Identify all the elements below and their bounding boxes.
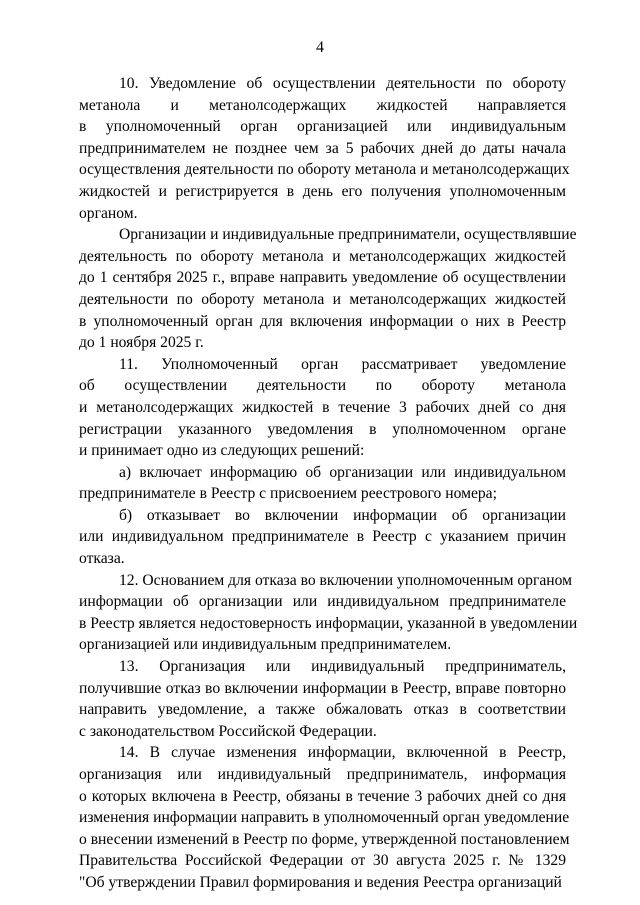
paragraph-line: деятельность по обороту метанола и метанолсодержащих жидкостей xyxy=(79,247,566,265)
paragraph xyxy=(79,73,570,224)
document-body xyxy=(79,73,578,894)
paragraph-line: жидкостей и регистрируется в день его получения уполномоченным xyxy=(79,182,566,200)
paragraph-line: о которых включена в Реестр, обязаны в течение 3 рабочих дней со дня xyxy=(79,787,566,805)
paragraph-line: 14. В случае изменения информации, включенной в Реестр, xyxy=(119,744,566,762)
paragraph xyxy=(79,570,578,656)
paragraph-line: 11. Уполномоченный орган рассматривает уведомление xyxy=(119,355,566,373)
paragraph-line: метанола и метанолсодержащих жидкостей направляется xyxy=(79,96,566,114)
paragraph-line: в Реестр является недостоверность информации, указанной в уведомлении xyxy=(79,614,578,632)
paragraph-line: отказа. xyxy=(79,550,125,568)
paragraph-line: изменения информации направить в уполномоченный орган уведомление xyxy=(79,809,570,827)
paragraph-line: а) включает информацию об организации или индивидуальном xyxy=(119,463,566,481)
paragraph-line: до 1 ноября 2025 г. xyxy=(79,334,204,352)
paragraph xyxy=(79,224,577,354)
paragraph-line: направить уведомление, а также обжаловать отказ в соответствии xyxy=(79,701,566,719)
paragraph-line: осуществления деятельности по обороту метанола и метанолсодержащих xyxy=(79,161,570,179)
paragraph-line: Организации и индивидуальные предприниматели, осуществлявшие xyxy=(119,226,577,244)
paragraph-line: б) отказывает во включении информации об организации xyxy=(119,506,566,524)
paragraph-line: организацией или индивидуальным предпринимателем. xyxy=(79,636,452,654)
paragraph-line: организация или индивидуальный предприниматель, информация xyxy=(79,766,566,783)
paragraph-line: 13. Организация или индивидуальный предприниматель, xyxy=(119,658,566,676)
paragraph-line: органом. xyxy=(79,204,138,222)
paragraph-line: о внесении изменений в Реестр по форме, утвержденной постановлением xyxy=(79,830,570,848)
paragraph-line: в уполномоченный орган для включения информации о них в Реестр xyxy=(79,312,566,330)
paragraph-line: с законодательством Российской Федерации. xyxy=(79,722,377,740)
paragraph-line: "Об утверждении Правил формирования и ведения Реестра организаций xyxy=(79,873,562,891)
paragraph-line: получившие отказ во включении информации в Реестр, вправе повторно xyxy=(79,679,566,697)
paragraph-line: Правительства Российской Федерации от 30 августа 2025 г. № 1329 xyxy=(79,852,566,870)
paragraph-line: регистрации указанного уведомления в уполномоченном органе xyxy=(79,420,566,438)
paragraph-line: или индивидуальном предпринимателе в Реестр с указанием причин xyxy=(79,528,566,546)
paragraph-line: 10. Уведомление об осуществлении деятельности по обороту xyxy=(119,75,566,92)
paragraph xyxy=(79,505,566,570)
paragraph-line: до 1 сентября 2025 г., вправе направить уведомление об осуществлении xyxy=(79,269,566,287)
paragraph xyxy=(79,462,566,505)
paragraph xyxy=(79,656,566,742)
paragraph-line: предпринимателем не позднее чем за 5 рабочих дней до даты начала xyxy=(79,139,566,157)
paragraph-line: информации об организации или индивидуальном предпринимателе xyxy=(79,593,566,611)
paragraph-line: и принимает одно из следующих решений: xyxy=(79,442,365,460)
paragraph xyxy=(79,742,570,893)
paragraph-line: 12. Основанием для отказа во включении уполномоченным органом xyxy=(119,571,572,589)
paragraph-line: об осуществлении деятельности по обороту метанола xyxy=(79,377,566,395)
paragraph-line: в уполномоченный орган организацией или индивидуальным xyxy=(79,118,566,136)
paragraph xyxy=(79,354,566,462)
paragraph-line: предпринимателе в Реестр с присвоением реестрового номера; xyxy=(79,485,497,503)
paragraph-line: и метанолсодержащих жидкостей в течение 3 рабочих дней со дня xyxy=(79,398,566,416)
paragraph-line: деятельности по обороту метанола и метанолсодержащих жидкостей xyxy=(79,290,566,308)
page-number: 4 xyxy=(316,39,324,56)
